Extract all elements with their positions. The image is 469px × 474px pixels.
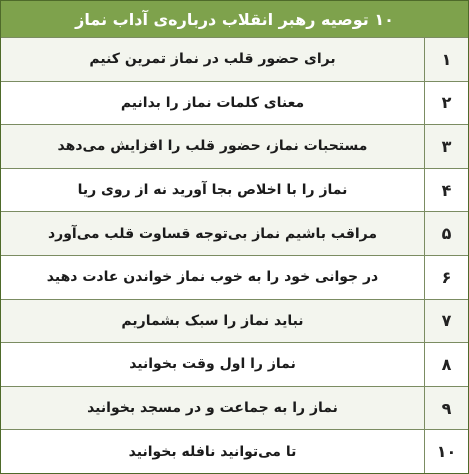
row-number: ۱۰ — [424, 430, 468, 473]
row-text: نباید نماز را سبک بشماریم — [121, 312, 304, 329]
row-number: ۳ — [424, 125, 468, 168]
row-text: نماز را به جماعت و در مسجد بخوانید — [87, 400, 338, 417]
row-text: مراقب باشیم نماز بی‌توجه قساوت قلب می‌آورد — [47, 225, 378, 242]
table-row — [1, 386, 468, 430]
recommendations-table — [1, 37, 468, 473]
table-title: ۱۰ توصیه رهبر انقلاب درباره‌ی آداب نماز — [1, 1, 468, 37]
row-text: در جوانی خود را به خوب نماز خواندن عادت دهید — [46, 269, 379, 286]
table-row — [1, 342, 468, 386]
row-number: ۸ — [424, 343, 468, 386]
row-number: ۲ — [424, 82, 468, 125]
row-text: نماز را اول وقت بخوانید — [129, 356, 296, 373]
table-row — [1, 255, 468, 299]
row-number: ۱ — [424, 38, 468, 81]
table-row — [1, 299, 468, 343]
table-row — [1, 81, 468, 125]
row-text: مستحبات نماز، حضور قلب را افزایش می‌دهد — [57, 138, 368, 155]
row-text: برای حضور قلب در نماز تمرین کنیم — [89, 51, 336, 68]
row-number: ۶ — [424, 256, 468, 299]
row-number: ۴ — [424, 169, 468, 212]
row-number: ۷ — [424, 300, 468, 343]
row-text: نماز را با اخلاص بجا آورید نه از روی ریا — [77, 182, 348, 199]
table-row — [1, 37, 468, 81]
table-row — [1, 429, 468, 473]
table-row — [1, 168, 468, 212]
row-text: تا می‌توانید نافله بخوانید — [128, 443, 297, 460]
row-number: ۹ — [424, 387, 468, 430]
table-row — [1, 211, 468, 255]
row-number: ۵ — [424, 212, 468, 255]
row-text: معنای کلمات نماز را بدانیم — [120, 94, 305, 111]
table-row — [1, 124, 468, 168]
